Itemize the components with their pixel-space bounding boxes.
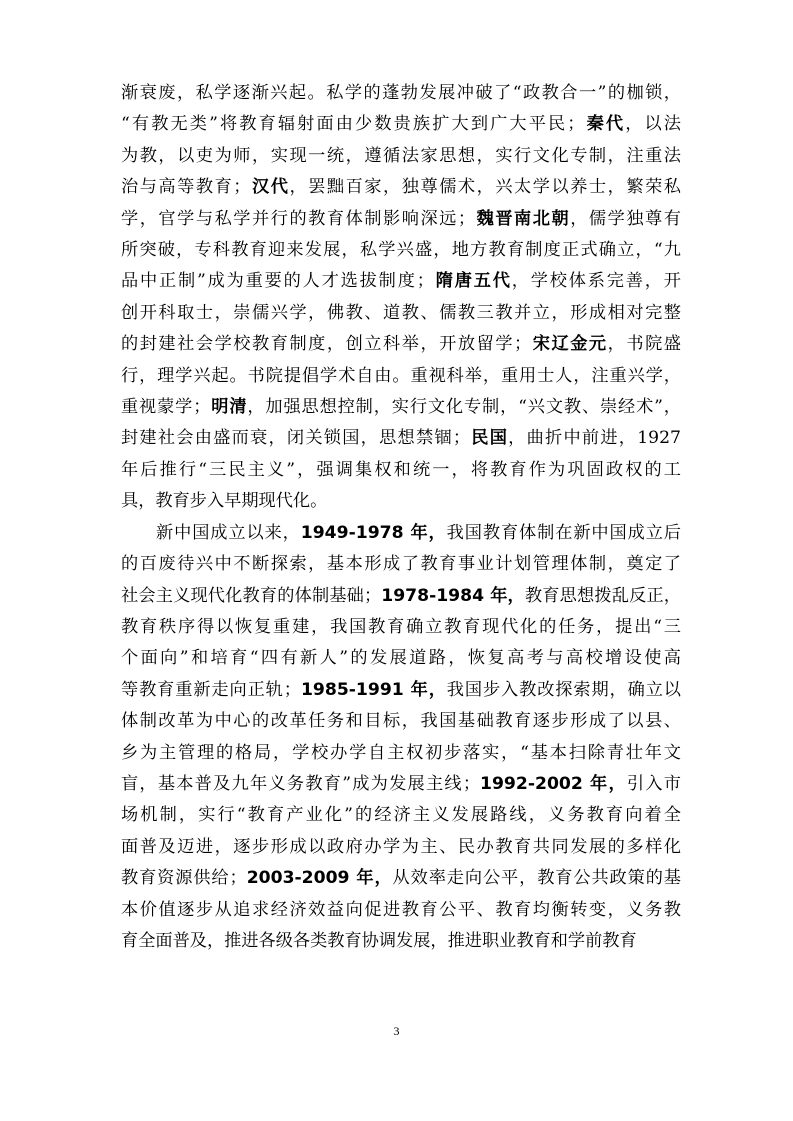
text-run: 具，教育步入早期现代化。 [121, 491, 328, 512]
bold-term: 秦代 [584, 114, 626, 135]
text-run: 场机制，实行“教育产业化”的经济主义发展路线，义务教育向着全 [121, 805, 681, 826]
body-text [121, 78, 681, 957]
text-run: 行，理学兴起。书院提倡学术自由。重视科举，重用士人，注重兴学， [121, 365, 681, 386]
text-line [121, 109, 681, 140]
text-run: 本价值逐步从追求经济效益向促进教育公平、教育均衡转变，义务教 [121, 899, 681, 920]
text-line [121, 581, 681, 612]
text-run: 所突破，专科教育迎来发展，私学兴盛，地方教育制度正式确立，“九 [121, 240, 681, 261]
text-run: 乡为主管理的格局，学校办学自主权初步落实，“基本扫除青壮年文 [121, 742, 681, 763]
text-line [121, 549, 681, 580]
text-line [121, 706, 681, 737]
bold-term: 1949-1978 年， [300, 522, 447, 543]
paragraph-new-china [121, 518, 681, 958]
text-line [121, 675, 681, 706]
bold-term: 1978-1984 年， [381, 585, 525, 606]
text-run: 我国步入教改探索期，确立以 [446, 679, 681, 700]
text-line [121, 329, 681, 360]
page-number: 3 [393, 1024, 400, 1038]
text-run: 的封建社会学校教育制度，创立科举，开放留学； [121, 334, 532, 355]
text-run: 教育资源供给； [121, 868, 247, 889]
bold-term: 宋辽金元 [531, 334, 608, 355]
bold-term: 明清 [210, 397, 248, 418]
text-run: ，曲折中前进，1927 [508, 428, 681, 449]
text-run: 年后推行“三民主义”，强调集权和统一，将教育作为巩固政权的工 [121, 459, 681, 480]
text-run: 等教育重新走向正轨； [121, 679, 301, 700]
text-line [121, 455, 681, 486]
text-run: 从效率走向公平，教育公共政策的基 [392, 868, 681, 889]
text-line [121, 926, 681, 957]
text-run: 引入市 [626, 773, 681, 794]
text-line [121, 235, 681, 266]
text-run: ，儒学独尊有 [570, 208, 681, 229]
bold-term: 2003-2009 年， [246, 868, 393, 889]
text-run: ，书院盛 [607, 334, 681, 355]
text-run: 封建社会由盛而衰，闭关锁国，思想禁锢； [121, 428, 471, 449]
text-run: 教育秩序得以恢复重建，我国教育确立教育现代化的任务，提出“三 [121, 616, 681, 637]
bold-term: 1992-2002 年， [480, 773, 627, 794]
text-run: 重视蒙学； [121, 397, 211, 418]
text-run: 盲，基本普及九年义务教育”成为发展主线； [121, 773, 481, 794]
bold-term: 汉代 [250, 177, 290, 198]
text-run: 的百废待兴中不断探索，基本形成了教育事业计划管理体制，奠定了 [121, 554, 681, 575]
text-run: ，罢黜百家，独尊儒术，兴太学以养士，繁荣私 [289, 177, 681, 198]
text-line [121, 78, 681, 109]
text-line [121, 298, 681, 329]
text-line [121, 141, 681, 172]
text-line [121, 204, 681, 235]
paragraph-dynasties [121, 78, 681, 518]
text-line [121, 486, 681, 517]
text-line [121, 266, 681, 297]
text-line [121, 769, 681, 800]
text-run: 个面向”和培育“四有新人”的发展道路，恢复高考与高校增设使高 [121, 648, 681, 669]
bold-term: 民国 [470, 428, 509, 449]
text-line [121, 800, 681, 831]
text-run: 渐衰废，私学逐渐兴起。私学的蓬勃发展冲破了“政教合一”的枷锁， [121, 83, 681, 103]
text-run: “有教无类”将教育辐射面由少数贵族扩大到广大平民； [121, 114, 585, 135]
text-run: 学，官学与私学并行的教育体制影响深远； [121, 208, 476, 229]
text-line [121, 361, 681, 392]
text-line [121, 612, 681, 643]
text-line [121, 863, 681, 894]
bold-term: 1985-1991 年， [300, 679, 447, 700]
bold-term: 隋唐五代 [433, 271, 512, 292]
text-run: 治与高等教育； [121, 177, 251, 198]
text-run: 创开科取士，崇儒兴学，佛教、道教、儒教三教并立，形成相对完整 [121, 302, 681, 323]
text-line [121, 423, 681, 454]
text-run: 面普及迈进，逐步形成以政府办学为主、民办教育共同发展的多样化 [121, 836, 681, 857]
text-run: 体制改革为中心的改革任务和目标，我国基础教育逐步形成了以县、 [121, 711, 681, 732]
text-run: 我国教育体制在新中国成立后 [446, 522, 681, 543]
text-line [121, 643, 681, 674]
text-run: ，以法 [625, 114, 681, 135]
text-line [121, 172, 681, 203]
text-line [121, 518, 681, 549]
text-run: ，学校体系完善，开 [511, 271, 681, 292]
text-run: 品中正制”成为重要的人才选拔制度； [121, 271, 434, 292]
text-line [121, 392, 681, 423]
text-run: ，加强思想控制，实行文化专制，“兴文教、崇经术”， [247, 397, 681, 418]
text-line [121, 832, 681, 863]
bold-term: 魏晋南北朝 [475, 208, 571, 229]
text-run: 育全面普及，推进各级各类教育协调发展，推进职业教育和学前教育 [121, 930, 637, 951]
text-run: 为教，以吏为师，实现一统，遵循法家思想，实行文化专制，注重法 [121, 145, 681, 166]
text-run: 社会主义现代化教育的体制基础； [121, 585, 382, 606]
text-line [121, 738, 681, 769]
text-run: 教育思想拨乱反正， [524, 585, 681, 606]
text-run: 新中国成立以来， [156, 522, 301, 543]
text-line [121, 895, 681, 926]
